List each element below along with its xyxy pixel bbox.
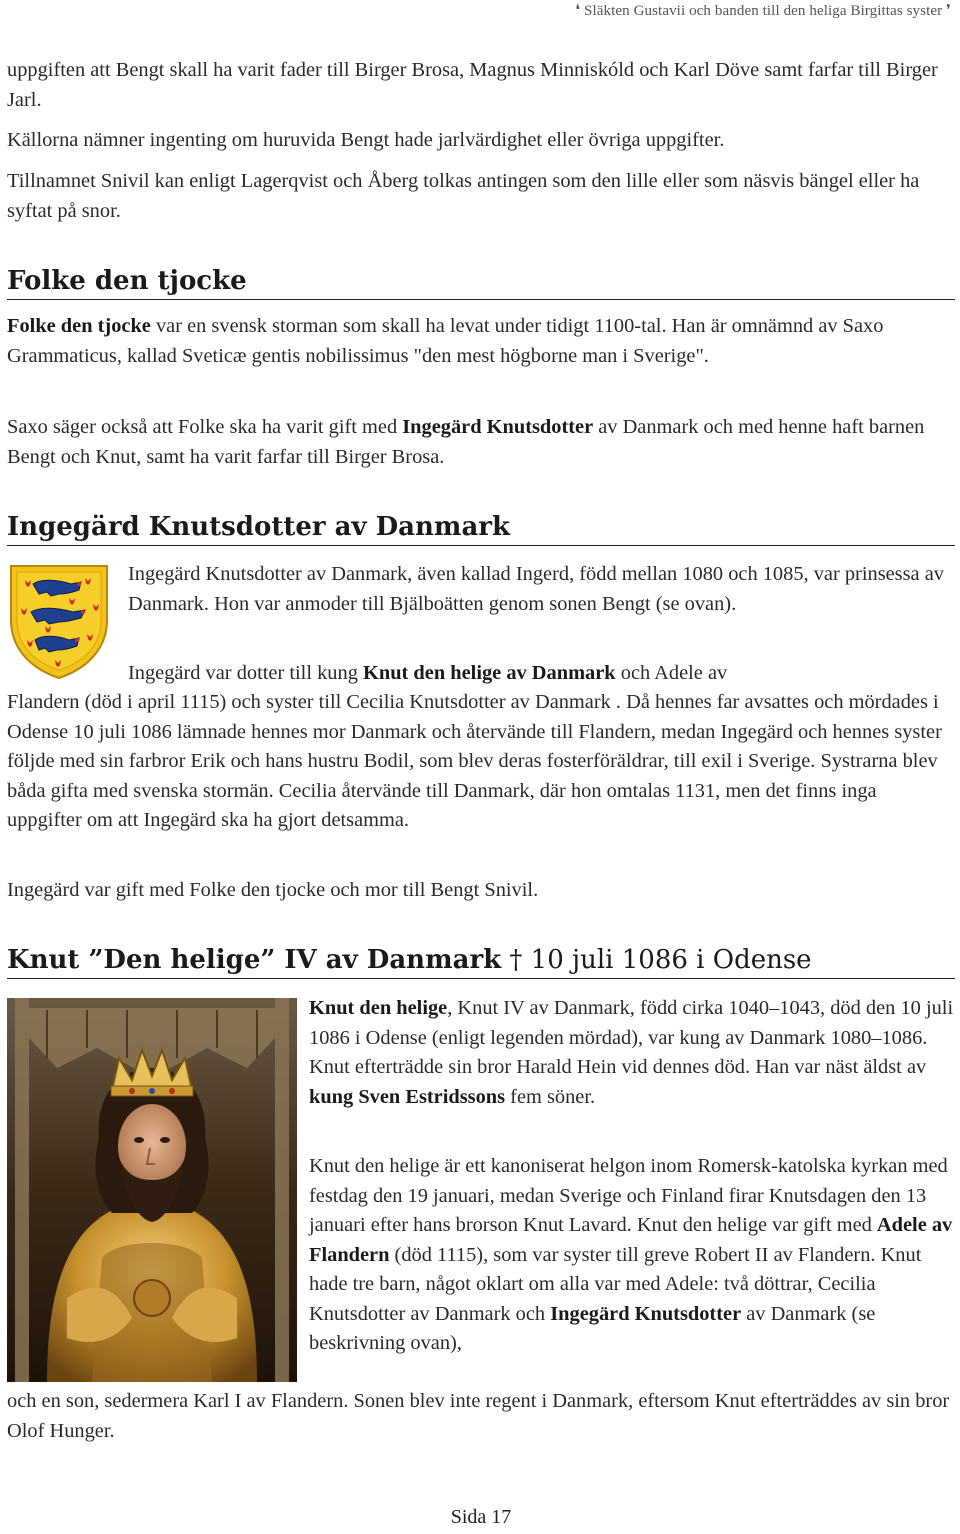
intro-paragraph-3: Tillnamnet Snivil kan enligt Lagerqvist och Åberg tolkas antingen som den lille eller som näsvis bängel eller ha syftat på snor.	[7, 170, 920, 222]
section-heading-ingegard: Ingegärd Knutsdotter av Danmark	[7, 512, 955, 546]
document-page	[7, 0, 957, 1534]
sven-estridsson-bold: kung Sven Estridssons	[309, 1085, 506, 1108]
ingegard-paragraph-2: Flandern (död i april 1115) och syster till Cecilia Knutsdotter av Danmark . Då hennes far avsattes och mördades i Odense 10 juli 1086 lämnade hennes mor Danmark och återvände till Flandern, medan Ingegärd och hennes syster följde med sin farbror Erik och hans hustru Bodil, som blev deras fosterföräldrar, till exil i Sverige. Systrarna blev båda gifta med svenska stormän. Cecilia återvände till Danmark, där hon omtalas 1131, men det finns inga uppgifter om att Ingegärd ska ha gjort detsamma.	[7, 691, 942, 831]
knut-name-bold: Knut den helige av Danmark	[363, 662, 616, 684]
ingegard-paragraph-2-first-line: Ingegärd var dotter till kung Knut den helige av Danmark och Adele av	[128, 662, 728, 684]
folke-paragraph-1: Folke den tjocke var en svensk storman som skall ha levat under tidigt 1100-tal. Han är omnämnd av Saxo Grammaticus, kallad Sveticæ gentis nobilissimus "den mest högborne man i Sverige".	[7, 315, 884, 367]
adele-bold: Adele av Flandern	[309, 1214, 953, 1266]
ingegard-knutsdotter-bold: Ingegärd Knutsdotter	[550, 1302, 742, 1325]
folke-name-bold: Folke den tjocke	[7, 315, 151, 337]
section-heading-knut: Knut ”Den helige” IV av Danmark † 10 juli 1086 i Odense	[7, 945, 955, 979]
ingegard-paragraph-3: Ingegärd var gift med Folke den tjocke och mor till Bengt Snivil.	[7, 879, 539, 901]
saint-king-statue-icon	[7, 998, 297, 1382]
knut-den-helige-bold: Knut den helige	[309, 997, 448, 1019]
intro-paragraph-2: Källorna nämner ingenting om huruvida Bengt hade jarlvärdighet eller övriga uppgifter.	[7, 129, 725, 151]
knut-paragraph-2: Knut den helige är ett kanoniserat helgon inom Romersk-katolska kyrkan med festdag den 19 januari, medan Sverige och Finland firar Knutsdagen den 13 januari efter hans brorson Knut Lavard. Knut den helige var gift med Adele av Flandern (död 1115), som var syster till greve Robert II av Flandern. Knut hade tre barn, något oklart om alla var med Adele: två döttrar, Cecilia Knutsdotter av Danmark och Ingegärd Knutsdotter av Danmark (se beskrivning ovan),	[309, 1155, 953, 1354]
coat-of-arms-icon	[7, 562, 111, 680]
ingegard-name-bold: Ingegärd Knutsdotter	[402, 416, 594, 438]
folke-paragraph-2: Saxo säger också att Folke ska ha varit gift med Ingegärd Knutsdotter av Danmark och med henne haft barnen Bengt och Knut, samt ha varit farfar till Birger Brosa.	[7, 416, 925, 468]
ingegard-paragraph-1: Ingegärd Knutsdotter av Danmark, även kallad Ingerd, född mellan 1080 och 1085, var prinsessa av Danmark. Hon var anmoder till Bjälboätten genom sonen Bengt (se ovan).	[128, 563, 944, 615]
intro-paragraph-1: uppgiften att Bengt skall ha varit fader till Birger Brosa, Magnus Minniskóld och Karl Döve samt farfar till Birger Jarl.	[7, 59, 938, 111]
danish-coat-of-arms-image	[7, 562, 111, 680]
knut-statue-image	[7, 998, 297, 1382]
running-header: ❛ Släkten Gustavii och banden till den heliga Birgittas syster ❜	[575, 3, 951, 19]
knut-paragraph-2-continued: och en son, sedermera Karl I av Flandern. Sonen blev inte regent i Danmark, eftersom Knut efterträddes av sin bror Olof Hunger.	[7, 1390, 950, 1442]
section-heading-folke: Folke den tjocke	[7, 266, 955, 300]
page-number: Sida 17	[450, 1506, 512, 1528]
knut-paragraph-1: Knut den helige, Knut IV av Danmark, född cirka 1040–1043, död den 10 juli 1086 i Odense (enligt legenden mördad), var kung av Danmark 1080–1086. Knut efterträdde sin bror Harald Hein vid dennes död. Han var näst äldst av kung Sven Estridssons fem söner.	[309, 997, 954, 1108]
